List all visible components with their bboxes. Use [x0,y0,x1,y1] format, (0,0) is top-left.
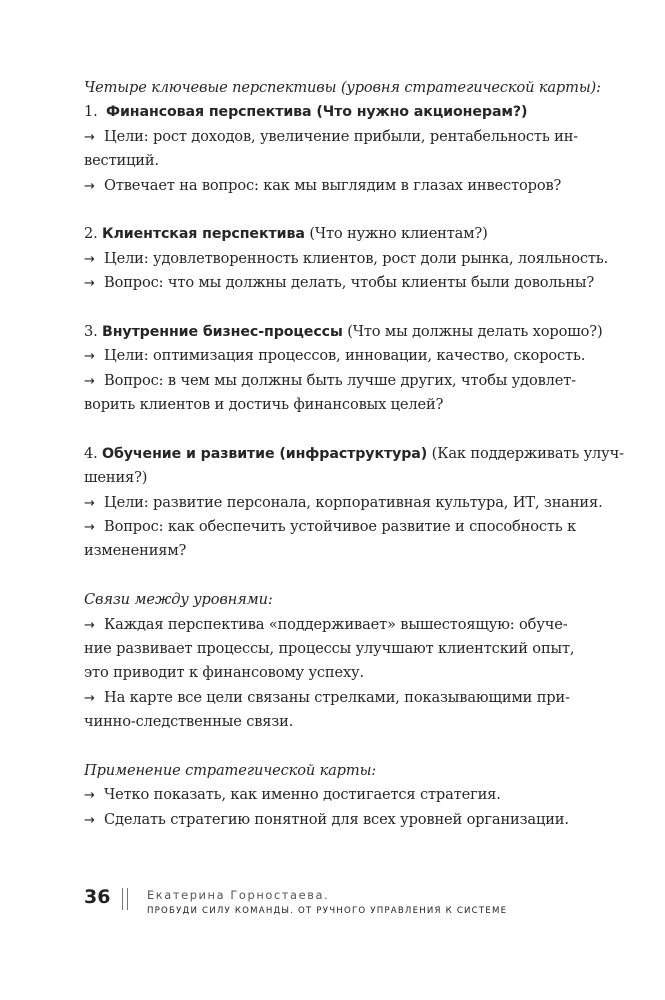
arrow-right-icon: → [84,373,95,389]
perspective-4-question-cont: изменениям? [84,542,187,560]
intro-heading: Четыре ключевые перспективы (уровня стратегической карты): [84,79,601,96]
bullet-text: Цели: оптимизация процессов, инновации, качество, скорость. [104,347,586,365]
perspective-number: 1. [84,103,98,121]
application-heading: Применение стратегической карты: [84,761,377,779]
links-item-2-cont: чинно-следственные связи. [84,713,294,731]
arrow-right-icon: → [84,520,95,536]
bullet-text: Вопрос: что мы должны делать, чтобы клиенты были довольны? [104,274,595,292]
perspective-number: 3. [84,322,98,340]
perspective-4-question [84,515,577,539]
arrow-right-icon: → [84,617,95,633]
bullet-text: На карте все цели связаны стрелками, показывающими при- [104,688,570,706]
perspective-1-goals-cont: вестиций. [84,152,159,170]
bullet-text: Отвечает на вопрос: как мы выглядим в глазах инвесторов? [104,176,562,194]
perspective-2-title [84,222,564,246]
perspective-4-title [84,442,624,466]
arrow-right-icon: → [84,349,95,365]
perspective-2-goals [84,247,609,271]
page-body [84,76,624,832]
page-number: 36 [84,886,111,908]
perspective-2-question [84,271,595,295]
perspective-title: Внутренние бизнес-процессы [102,323,343,340]
perspective-subtitle: (Как поддерживать улуч- [431,444,624,462]
arrow-right-icon: → [84,812,95,828]
links-item-1-cont: ние развивает процессы, процессы улучшают клиентский опыт, [84,639,575,657]
perspective-title: Финансовая перспектива (Что нужно акционерам?) [106,104,528,121]
perspective-subtitle: (Что нужно клиентам?) [309,225,488,243]
perspective-4-goals [84,491,603,515]
arrow-right-icon: → [84,276,95,292]
arrow-right-icon: → [84,251,95,267]
links-item-2 [84,686,570,710]
author-name: Екатерина Горностаева. [147,888,330,902]
bullet-text: Сделать стратегию понятной для всех уровней организации. [104,810,569,828]
bullet-text: Цели: удовлетворенность клиентов, рост доли рынка, лояльность. [104,249,609,267]
application-item-1 [84,783,564,807]
bullet-text: Вопрос: в чем мы должны быть лучше других, чтобы удовлет- [104,371,576,389]
perspective-number: 2. [84,225,98,243]
perspective-4-subtitle-cont: шения?) [84,469,148,487]
bullet-text: Цели: развитие персонала, корпоративная культура, ИТ, знания. [104,493,603,511]
links-heading: Связи между уровнями: [84,591,273,609]
bullet-text: Вопрос: как обеспечить устойчивое развитие и способность к [104,518,577,536]
perspective-3-title [84,320,603,344]
perspective-number: 4. [84,444,98,462]
perspective-1-goals [84,125,579,149]
links-item-1 [84,613,568,637]
perspective-3-question [84,369,576,393]
divider-bars [122,888,129,910]
arrow-right-icon: → [84,690,95,706]
application-item-2 [84,808,569,832]
perspective-subtitle: (Что мы должны делать хорошо?) [347,322,603,340]
arrow-right-icon: → [84,788,95,804]
perspective-title: Обучение и развитие (инфраструктура) [102,445,428,462]
arrow-right-icon: → [84,129,95,145]
perspective-1-title [84,100,564,124]
perspective-title: Клиентская перспектива [102,226,305,243]
perspective-3-goals [84,344,586,368]
arrow-right-icon: → [84,178,95,194]
bullet-text: Цели: рост доходов, увеличение прибыли, рентабельность ин- [104,127,579,145]
bullet-text: Четко показать, как именно достигается стратегия. [104,786,501,804]
arrow-right-icon: → [84,495,95,511]
links-item-1-cont2: это приводит к финансовому успеху. [84,664,364,682]
bullet-text: Каждая перспектива «поддерживает» вышестоящую: обуче- [104,615,568,633]
book-title: ПРОБУДИ СИЛУ КОМАНДЫ. ОТ РУЧНОГО УПРАВЛЕНИЯ К СИСТЕМЕ [147,906,508,916]
perspective-3-question-cont: ворить клиентов и достичь финансовых целей? [84,396,444,414]
perspective-1-question [84,174,564,198]
